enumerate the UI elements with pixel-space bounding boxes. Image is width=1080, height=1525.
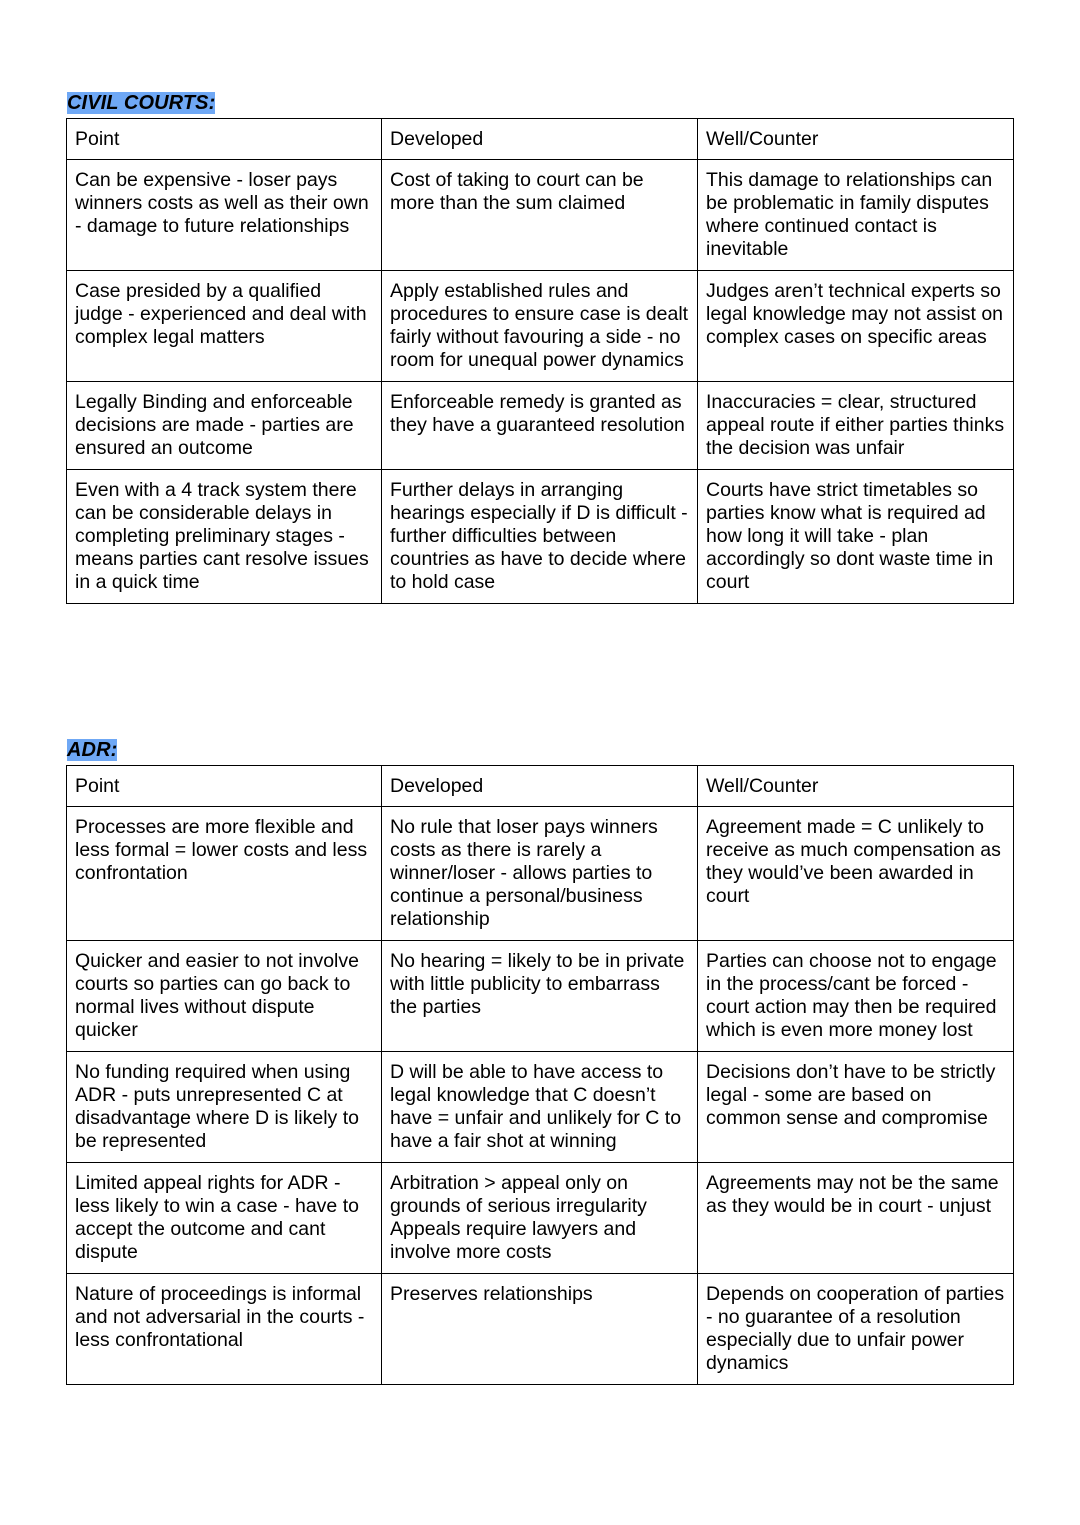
point-cell: Even with a 4 track system there can be considerable delays in completing preliminary stages - means parties cant resolve issues in a quick time [67, 470, 382, 604]
point-cell: Case presided by a qualified judge - experienced and deal with complex legal matters [67, 271, 382, 382]
table-header-row [67, 766, 1014, 807]
developed-cell: Apply established rules and procedures to ensure case is dealt fairly without favouring a side - no room for unequal power dynamics [382, 271, 698, 382]
point-cell: Quicker and easier to not involve courts so parties can go back to normal lives without dispute quicker [67, 941, 382, 1052]
counter-cell: Agreements may not be the same as they would be in court - unjust [698, 1163, 1014, 1274]
civil-courts-table [66, 118, 1014, 604]
adr-heading [66, 739, 118, 762]
column-header-developed: Developed [382, 119, 698, 160]
developed-cell: Enforceable remedy is granted as they have a guaranteed resolution [382, 382, 698, 470]
developed-cell: No rule that loser pays winners costs as there is rarely a winner/loser - allows parties to continue a personal/business relationship [382, 807, 698, 941]
table-row [67, 1274, 1014, 1385]
developed-cell: D will be able to have access to legal knowledge that C doesn’t have = unfair and unlikely for C to have a fair shot at winning [382, 1052, 698, 1163]
point-cell: Limited appeal rights for ADR - less likely to win a case - have to accept the outcome and cant dispute [67, 1163, 382, 1274]
developed-cell: Preserves relationships [382, 1274, 698, 1385]
developed-cell: Cost of taking to court can be more than the sum claimed [382, 160, 698, 271]
counter-cell: Inaccuracies = clear, structured appeal route if either parties thinks the decision was unfair [698, 382, 1014, 470]
counter-cell: This damage to relationships can be problematic in family disputes where continued contact is inevitable [698, 160, 1014, 271]
counter-cell: Parties can choose not to engage in the process/cant be forced - court action may then be required which is even more money lost [698, 941, 1014, 1052]
table-row [67, 1052, 1014, 1163]
developed-cell: No hearing = likely to be in private with little publicity to embarrass the parties [382, 941, 698, 1052]
column-header-point: Point [67, 119, 382, 160]
column-header-counter: Well/Counter [698, 766, 1014, 807]
civil-courts-heading [66, 92, 216, 115]
point-cell: Can be expensive - loser pays winners costs as well as their own - damage to future relationships [67, 160, 382, 271]
counter-cell: Judges aren’t technical experts so legal knowledge may not assist on complex cases on specific areas [698, 271, 1014, 382]
column-header-developed: Developed [382, 766, 698, 807]
column-header-counter: Well/Counter [698, 119, 1014, 160]
point-cell: Legally Binding and enforceable decisions are made - parties are ensured an outcome [67, 382, 382, 470]
adr-table [66, 765, 1014, 1385]
table-row [67, 1163, 1014, 1274]
point-cell: Nature of proceedings is informal and not adversarial in the courts - less confrontational [67, 1274, 382, 1385]
civil-courts-heading-text: CIVIL COURTS: [67, 92, 216, 114]
table-row [67, 382, 1014, 470]
point-cell: Processes are more flexible and less formal = lower costs and less confrontation [67, 807, 382, 941]
table-header-row [67, 119, 1014, 160]
table-row [67, 807, 1014, 941]
counter-cell: Courts have strict timetables so parties know what is required ad how long it will take - plan accordingly so dont waste time in court [698, 470, 1014, 604]
table-row [67, 470, 1014, 604]
counter-cell: Depends on cooperation of parties - no guarantee of a resolution especially due to unfair power dynamics [698, 1274, 1014, 1385]
column-header-point: Point [67, 766, 382, 807]
point-cell: No funding required when using ADR - puts unrepresented C at disadvantage where D is likely to be represented [67, 1052, 382, 1163]
developed-cell: Further delays in arranging hearings especially if D is difficult - further difficulties between countries as have to decide where to hold case [382, 470, 698, 604]
adr-heading-text: ADR: [67, 739, 118, 761]
counter-cell: Agreement made = C unlikely to receive as much compensation as they would’ve been awarded in court [698, 807, 1014, 941]
table-row [67, 160, 1014, 271]
table-row [67, 941, 1014, 1052]
table-row [67, 271, 1014, 382]
counter-cell: Decisions don’t have to be strictly legal - some are based on common sense and compromise [698, 1052, 1014, 1163]
developed-cell: Arbitration > appeal only on grounds of serious irregularity Appeals require lawyers and involve more costs [382, 1163, 698, 1274]
